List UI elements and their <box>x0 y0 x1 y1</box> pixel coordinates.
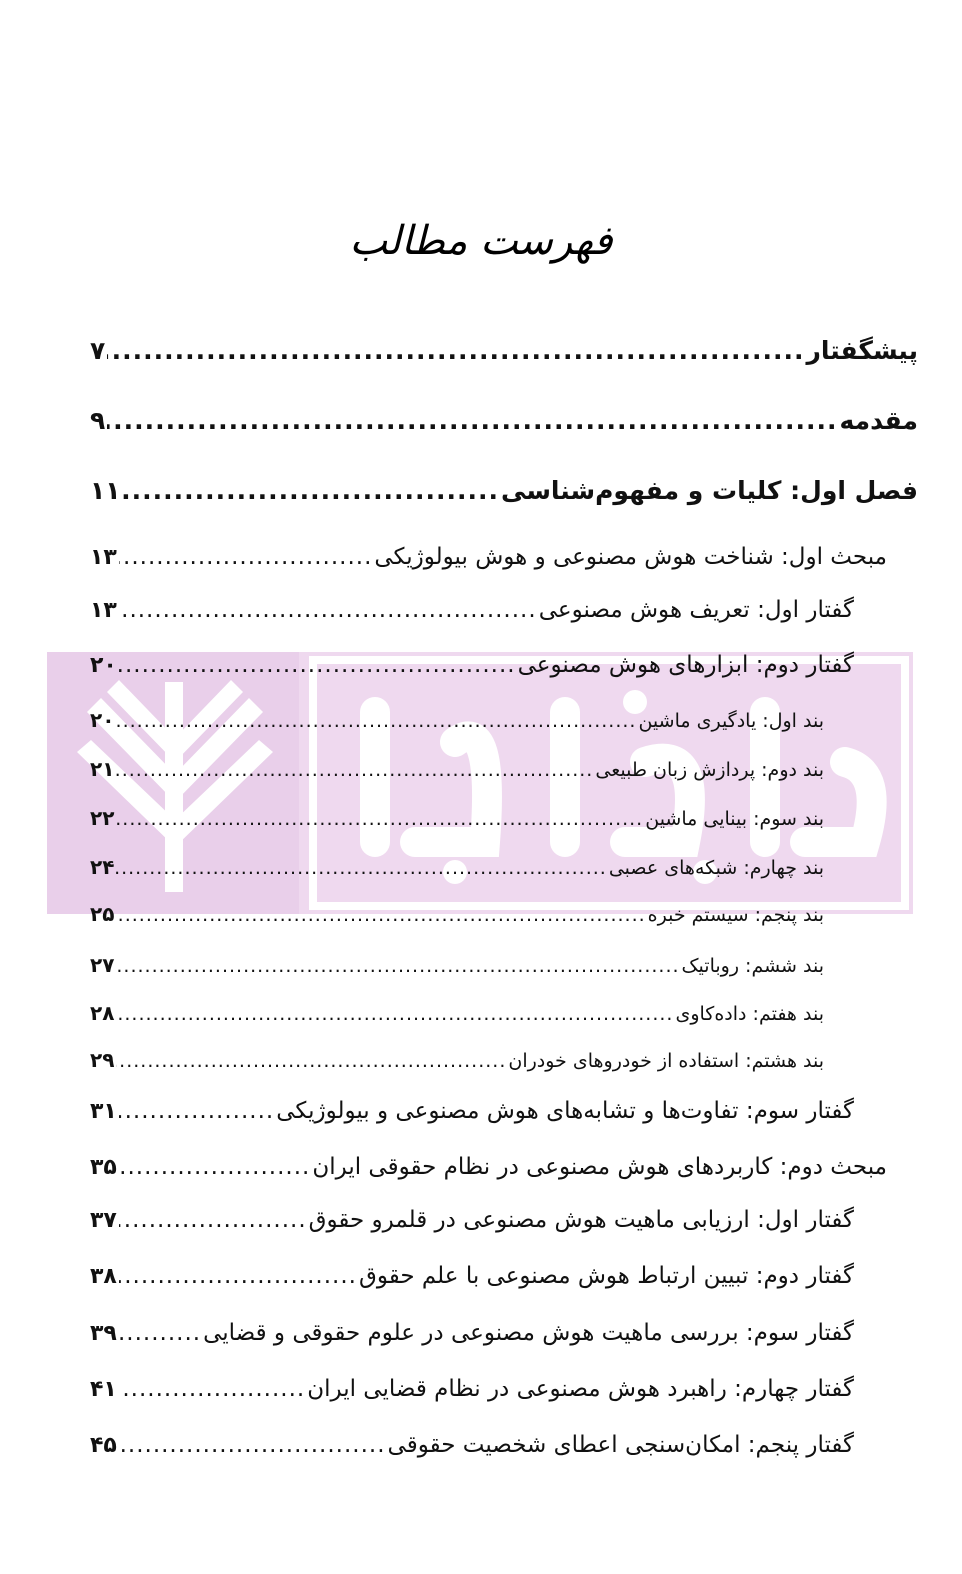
toc-leader-dots <box>123 476 500 505</box>
toc-entry-label: بند سوم: بینایی ماشین <box>645 808 824 830</box>
toc-entry <box>90 1263 854 1289</box>
toc-entry <box>90 597 854 623</box>
toc-entry-label: بند چهارم: شبکه‌های عصبی <box>608 857 824 879</box>
toc-entry-page: ۲۲ <box>90 806 115 830</box>
toc-leader-dots <box>119 1320 201 1346</box>
toc-leader-dots <box>116 857 606 879</box>
toc-entry-label: بند پنجم: سیستم خبره <box>647 904 824 926</box>
toc-entry-label: بند هفتم: داده‌کاوی <box>675 1003 824 1025</box>
toc-entry <box>90 708 824 732</box>
toc-entry-label: گفتار چهارم: راهبرد هوش مصنوعی در نظام قضایی ایران <box>307 1376 854 1402</box>
toc-leader-dots <box>119 1154 310 1180</box>
toc-entry-label: گفتار سوم: بررسی ماهیت هوش مصنوعی در علوم حقوقی و قضایی <box>203 1320 854 1346</box>
toc-entry-page: ۳۷ <box>90 1208 117 1233</box>
toc-leader-dots <box>107 336 804 365</box>
toc-entry-page: ۲۴ <box>90 855 115 879</box>
toc-leader-dots <box>119 597 537 623</box>
toc-leader-dots <box>116 759 593 781</box>
toc-entry-label: پیشگفتار <box>806 336 918 365</box>
toc-leader-dots <box>119 1207 307 1233</box>
toc-entry-page: ۲۰ <box>90 653 117 678</box>
toc-entry-label: بند ششم: روباتیک <box>681 955 824 977</box>
toc-entry-page: ۳۵ <box>90 1155 117 1180</box>
toc-entry <box>90 806 824 830</box>
toc-entry-page: ۷ <box>90 336 106 365</box>
toc-entry-label: بند دوم: پردازش زبان طبیعی <box>595 759 824 781</box>
toc-entry-page: ۲۰ <box>90 708 115 732</box>
toc-entry-label: گفتار اول: تعریف هوش مصنوعی <box>538 597 854 623</box>
toc-entry <box>90 1207 854 1233</box>
toc-entry-page: ۹ <box>90 406 106 435</box>
toc-entry-page: ۲۹ <box>90 1048 115 1072</box>
toc-entry-page: ۳۹ <box>90 1321 117 1346</box>
toc-entry-label: فصل اول: کلیات و مفهوم‌شناسی <box>501 476 918 505</box>
toc-entry-label: گفتار سوم: تفاوت‌ها و تشابه‌های هوش مصنوعی و بیولوژیکی <box>276 1098 854 1124</box>
toc-entry-label: مبحث اول: شناخت هوش مصنوعی و هوش بیولوژیکی <box>374 544 887 570</box>
toc-entry <box>90 1432 854 1458</box>
toc-entry-page: ۱۱ <box>90 476 121 505</box>
toc-entry-label: گفتار پنجم: امکان‌سنجی اعطای شخصیت حقوقی <box>387 1432 854 1458</box>
toc-entry-label: گفتار دوم: ابزارهای هوش مصنوعی <box>517 652 854 678</box>
toc-entry-page: ۱۳ <box>90 598 117 623</box>
toc-entry-page: ۱۳ <box>90 545 117 570</box>
toc-entry-label: بند هشتم: استفاده از خودروهای خودران <box>508 1050 824 1072</box>
toc-entry-page: ۲۱ <box>90 757 115 781</box>
toc-entry <box>90 1001 824 1025</box>
toc-leader-dots <box>107 406 837 435</box>
toc-leader-dots <box>116 808 643 830</box>
toc-entry-label: بند اول: یادگیری ماشین <box>638 710 824 732</box>
toc-entry-page: ۴۵ <box>90 1433 117 1458</box>
toc-entry <box>90 1098 854 1124</box>
toc-entry <box>90 757 824 781</box>
toc-entry-page: ۲۷ <box>90 953 115 977</box>
toc-leader-dots <box>119 1263 357 1289</box>
toc-leader-dots <box>119 1376 305 1402</box>
toc-entry <box>90 902 824 926</box>
toc-entry <box>90 855 824 879</box>
toc-entry <box>90 544 887 570</box>
toc-entry-page: ۲۵ <box>90 902 115 926</box>
toc-entry <box>90 406 918 435</box>
toc-entry-label: مقدمه <box>839 406 918 435</box>
toc-entry <box>90 476 918 505</box>
toc-leader-dots <box>119 652 516 678</box>
toc-entry-page: ۴۱ <box>90 1377 117 1402</box>
toc-leader-dots <box>119 1432 386 1458</box>
toc-leader-dots <box>119 1098 274 1124</box>
toc-entry <box>90 336 918 365</box>
page-title: فهرست مطالب <box>349 218 613 264</box>
toc-entry <box>90 652 854 678</box>
toc-entry-label: گفتار اول: ارزیابی ماهیت هوش مصنوعی در قلمرو حقوق <box>308 1207 854 1233</box>
toc-entry-page: ۳۱ <box>90 1099 117 1124</box>
toc-leader-dots <box>116 904 645 926</box>
toc-leader-dots <box>116 1003 673 1025</box>
toc-entry <box>90 1376 854 1402</box>
toc-entry-page: ۲۸ <box>90 1001 115 1025</box>
toc-entry <box>90 1048 824 1072</box>
toc-leader-dots <box>119 544 373 570</box>
toc-leader-dots <box>116 710 636 732</box>
toc-entry <box>90 953 824 977</box>
toc-entry-page: ۳۸ <box>90 1264 117 1289</box>
toc-entry <box>90 1154 887 1180</box>
toc-leader-dots <box>116 1050 506 1072</box>
toc-entry-label: مبحث دوم: کاربردهای هوش مصنوعی در نظام حقوقی ایران <box>312 1154 887 1180</box>
toc-entry-label: گفتار دوم: تبیین ارتباط هوش مصنوعی با علم حقوق <box>358 1263 854 1289</box>
toc-leader-dots <box>116 955 679 977</box>
toc-entry <box>90 1320 854 1346</box>
